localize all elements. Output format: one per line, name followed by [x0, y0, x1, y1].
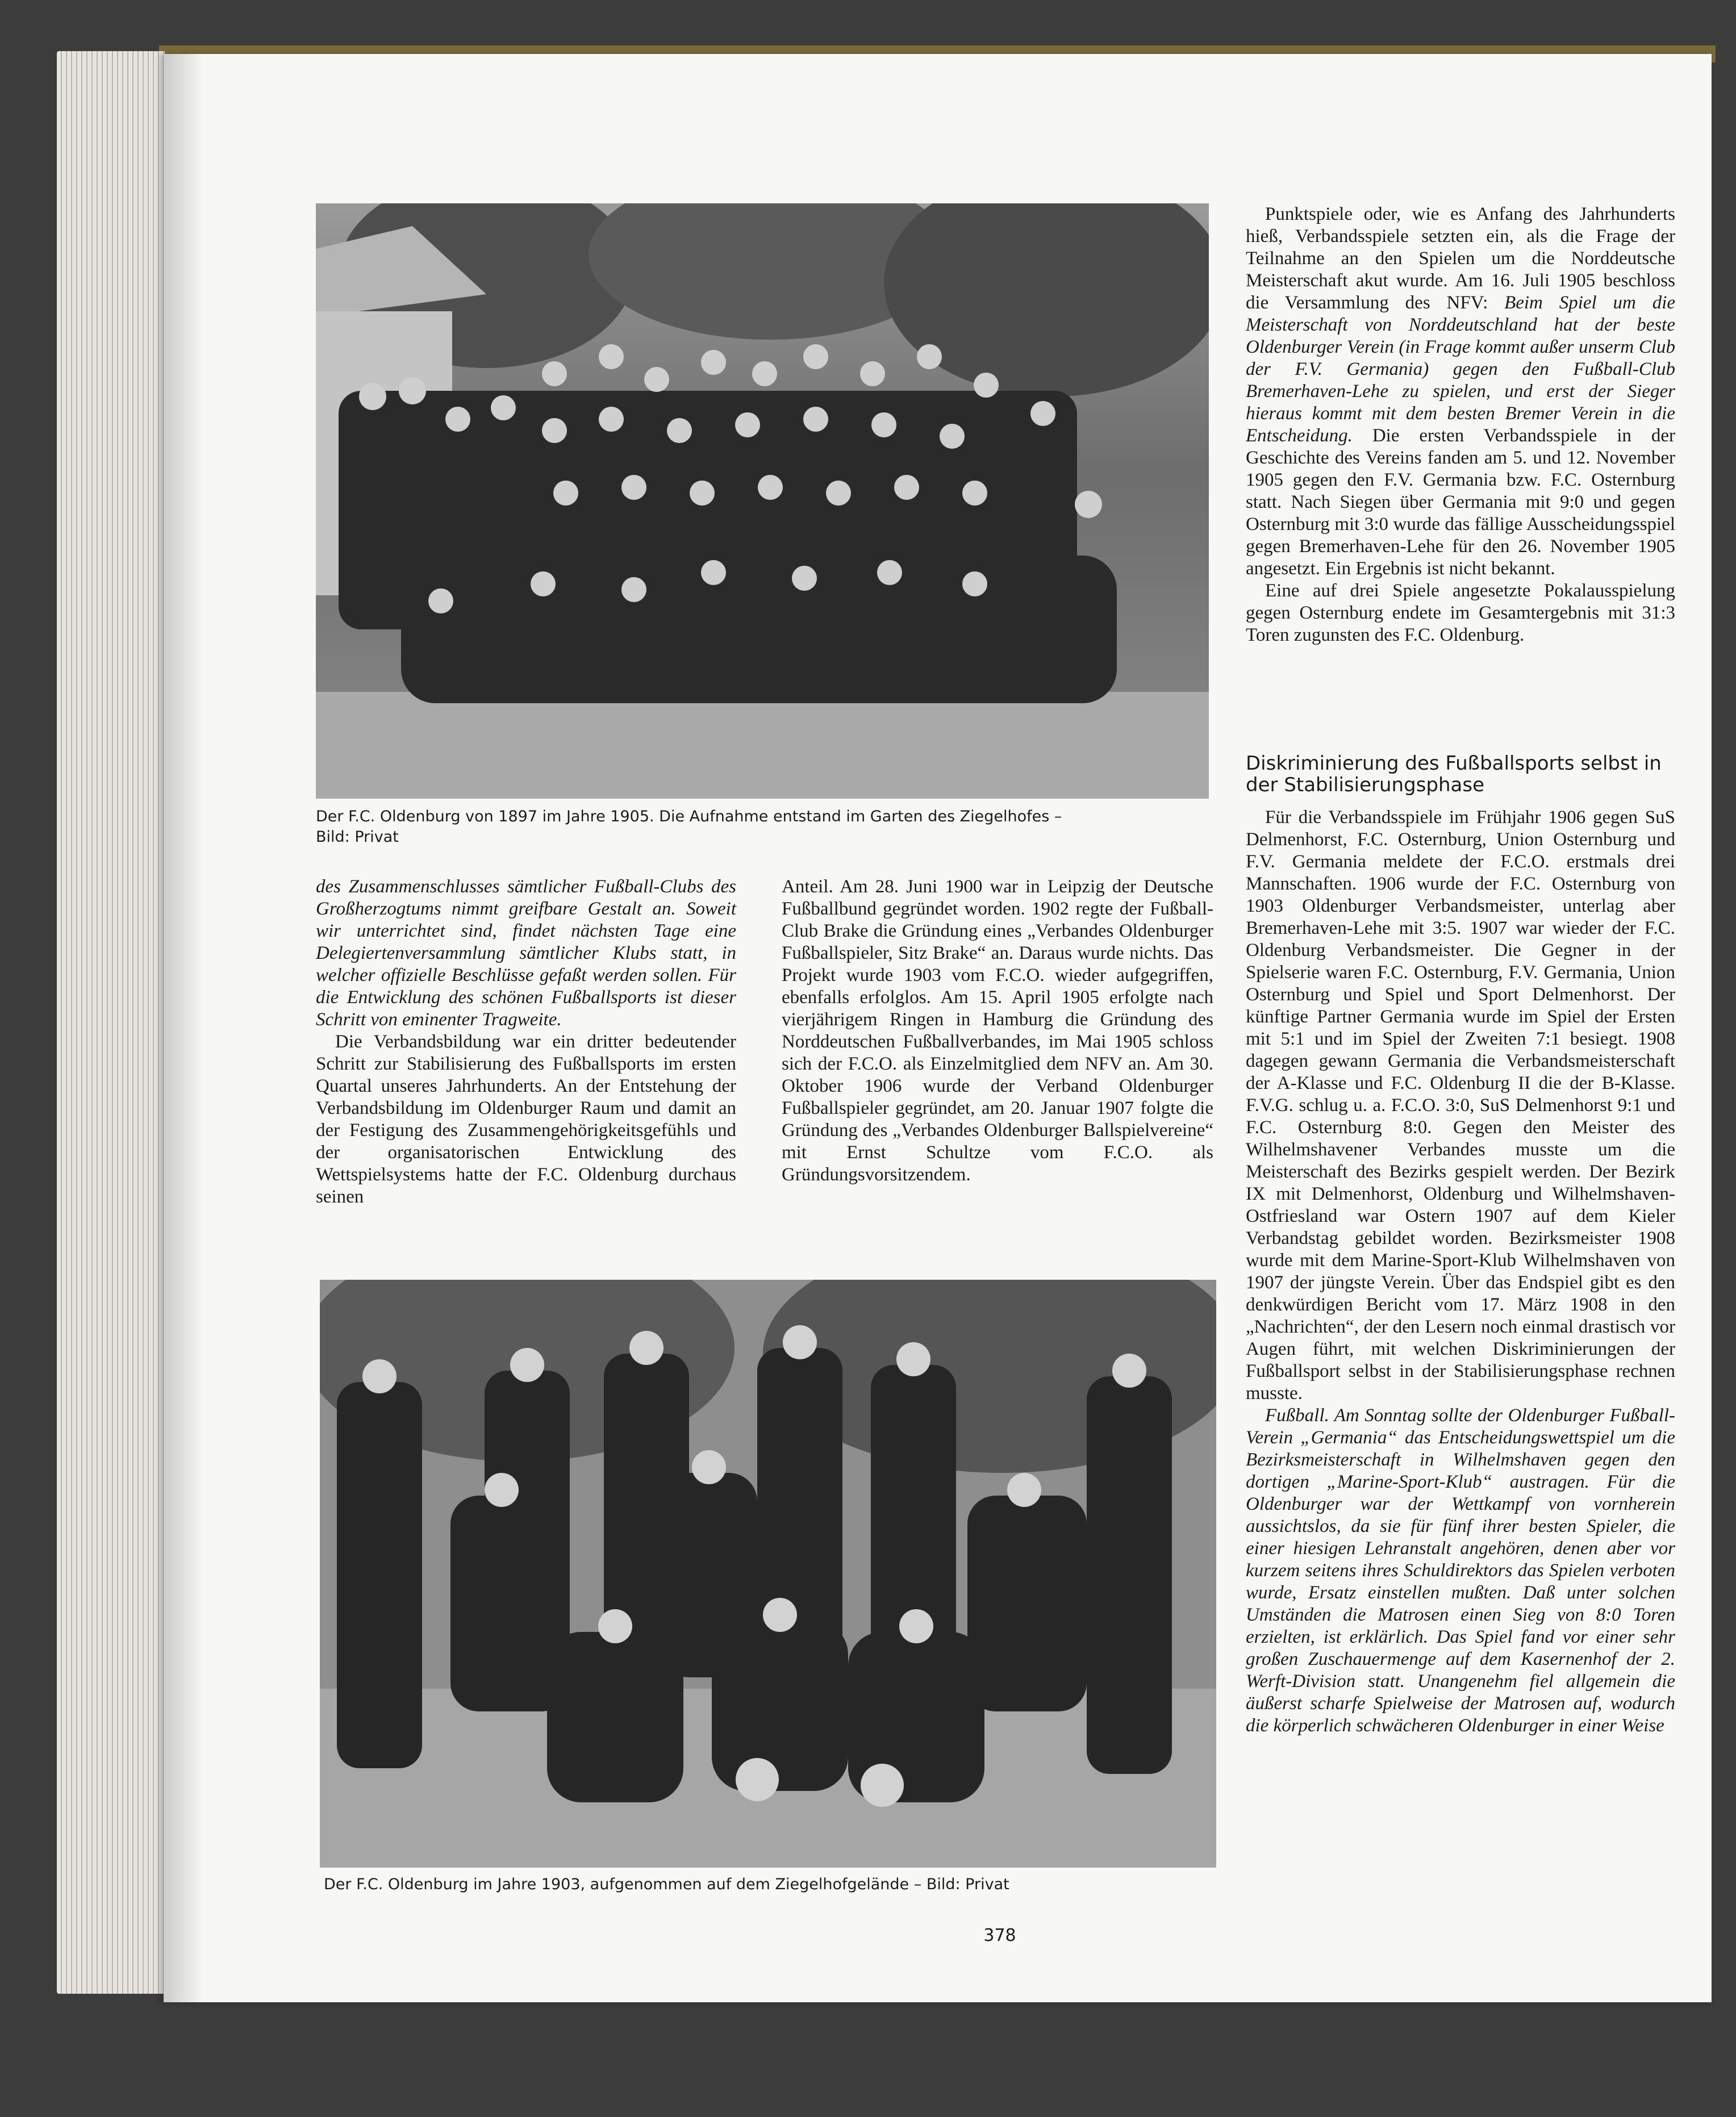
caption-line-2: Bild: Privat [316, 828, 399, 846]
paragraph: Anteil. Am 28. Juni 1900 war in Leipzig der Deutsche Fußballbund gegründet worden. 1902 regte der Fußball-Club Brake die Gründung eines „Verbandes Oldenburger Fußballspieler, Sitz Brake“ an. Daraus wurde nichts. Das Projekt wurde 1903 vom F.C.O. wieder aufgegriffen, ebenfalls erfolglos. Am 15. April 1905 erfolgte nach vierjährigem Ringen in Hamburg die Gründung des Norddeutschen Fußballverbandes, im Mai 1905 schloss sich der F.C.O. als Einzelmitglied dem NFV an. Am 30. Oktober 1906 wurde der Verband Oldenburger Fußballspieler gegründet, am 20. Januar 1907 folgte die Gründung des „Verbandes Oldenburger Ballspielvereine“ mit Ernst Schultze vom F.C.O. als Gründungsvorsitzendem. [782, 876, 1213, 1185]
section-heading: Diskriminierung des Fußballsports selbst in der Stabilisierungsphase [1246, 752, 1662, 796]
photo-caption-1905 [316, 807, 1213, 847]
caption-line-1: Der F.C. Oldenburg im Jahre 1903, aufgenommen auf dem Ziegelhofgelände – Bild: Privat [324, 1876, 1009, 1893]
photo-team-1903 [320, 1280, 1216, 1868]
photo-caption-1903 [324, 1874, 1221, 1895]
paragraph-text: Die ersten Verbandsspiele in der Geschichte des Vereins fanden am 5. und 12. November 1905 gegen den F.V. Germania bzw. F.C. Osternburg statt. Nach Siegen über Germania mit 9:0 und gegen Osternburg mit 3:0 wurde das fällige Ausscheidungsspiel gegen Bremerhaven-Lehe für den 26. November 1905 angesetzt. Ein Ergebnis ist nicht bekannt. [1246, 425, 1675, 579]
quote-paragraph: des Zusammenschlusses sämtlicher Fußball-Clubs des Großherzogtums nimmt greifbare Gestalt an. Soweit wir unterrichtet sind, findet nächsten Tage eine Delegiertenversammlung sämtlicher Klubs statt, in welcher offizielle Beschlüsse gefaßt werden sollen. Für die Entwicklung des schönen Fußballsports ist dieser Schritt von eminenter Tragweite. [316, 876, 736, 1030]
paragraph [1246, 203, 1675, 580]
column-right-lower [1246, 807, 1675, 1737]
photo-team-1905 [316, 203, 1209, 799]
column-left [316, 876, 736, 1208]
page-edges [57, 51, 165, 1994]
page-gutter-shadow [164, 54, 203, 2002]
paragraph: Für die Verbandsspiele im Frühjahr 1906 gegen SuS Delmenhorst, F.C. Osternburg, Union Osternburg und F.V. Germania meldete der F.C.O. erstmals drei Mannschaften. 1906 wurde der F.C. Osternburg von 1903 Oldenburger Verbandsmeister, unterlag aber Bremerhaven-Lehe mit 3:5. 1907 war wieder der F.C. Oldenburg Verbandsmeister. Die Gegner in der Spielserie waren F.C. Osternburg, F.V. Germania, Union Osternburg und Spiel und Sport Delmenhorst. Der künftige Partner Germania wurde im Spiel der Ersten mit 5:1 und im Spiel der Zweiten 7:1 besiegt. 1908 dagegen gewann Germania die Verbandsmeisterschaft der A-Klasse und F.C. Oldenburg II die der B-Klasse. F.V.G. schlug u. a. F.C.O. 3:0, SuS Delmenhorst 9:1 und F.C. Osternburg 8:0. Gegen den Meister des Wilhelmshavener Verbandes musste um die Meisterschaft des Bezirks gespielt werden. Der Bezirk IX mit Delmenhorst, Oldenburg und Wilhelmshaven-Ostfriesland war Ostern 1907 auf dem Kieler Verbandstag gebildet worden. Bezirksmeister 1908 wurde mit dem Marine-Sport-Klub Wilhelmshaven von 1907 der jüngste Verein. Über das Endspiel gibt es den denkwürdigen Bericht vom 17. März 1908 in den „Nachrichten“, der den Lesern noch einmal drastisch vor Augen führt, mit welchen Diskriminierungen der Fußballsport selbst in der Stabilisierungsphase rechnen musste. [1246, 807, 1675, 1404]
page-number: 378 [983, 1926, 1016, 1945]
quote-paragraph: Fußball. Am Sonntag sollte der Oldenburger Fußball-Verein „Germania“ das Entscheidungswettspiel um die Bezirksmeisterschaft in Wilhelmshaven gegen den dortigen „Marine-Sport-Klub“ austragen. Für die Oldenburger war der Wettkampf von vornherein aussichtslos, da sie für fünf ihrer besten Spieler, die einer hiesigen Lehranstalt angehören, denen aber vor kurzem seitens ihres Schuldirektors das Spielen verboten wurde, Ersatz einstellen mußten. Daß unter solchen Umständen die Matrosen einen Sieg von 8:0 Toren erzielten, ist erklärlich. Das Spiel fand vor einer sehr großen Zuschauermenge auf dem Kasernenhof der 2. Werft-Division statt. Unangenehm fiel allgemein die äußerst scharfe Spielweise der Matrosen auf, wodurch die körperlich schwächeren Oldenburger in einer Weise [1246, 1405, 1675, 1736]
paragraph: Eine auf drei Spiele angesetzte Pokalausspielung gegen Osternburg endete im Gesamtergebnis mit 31:3 Toren zugunsten des F.C. Oldenburg. [1246, 581, 1675, 645]
paragraph-text: Punktspiele oder, wie es Anfang des Jahrhunderts hieß, Verbandsspiele setzten ein, als die Frage der Teilnahme an den Spielen um die Norddeutsche Meisterschaft akut wurde. Am 16. Juli 1905 beschloss die Versammlung des NFV: [1246, 204, 1675, 313]
column-right [1246, 203, 1675, 646]
paragraph: Die Verbandsbildung war ein dritter bedeutender Schritt zur Stabilisierung des Fußballsports im ersten Quartal unseres Jahrhunderts. An der Entstehung der Verbandsbildung im Oldenburger Raum und damit an der Festigung des Zusammengehörigkeitsgefühls und der organisatorischen Entwicklung des Wettspielsystems hatte der F.C. Oldenburg durchaus seinen [316, 1032, 736, 1207]
caption-line-1: Der F.C. Oldenburg von 1897 im Jahre 1905. Die Aufnahme entstand im Garten des Ziegelhofes – [316, 808, 1062, 825]
column-middle [782, 876, 1213, 1186]
quote-text: Beim Spiel um die Meisterschaft von Norddeutschland hat der beste Oldenburger Verein (in Frage kommt außer unserm Club der F.V. Germania) gegen den Fußball-Club Bremerhaven-Lehe zu spielen, und erst der Sieger hieraus kommt mit dem besten Bremer Verein in die Entscheidung. [1246, 293, 1676, 446]
